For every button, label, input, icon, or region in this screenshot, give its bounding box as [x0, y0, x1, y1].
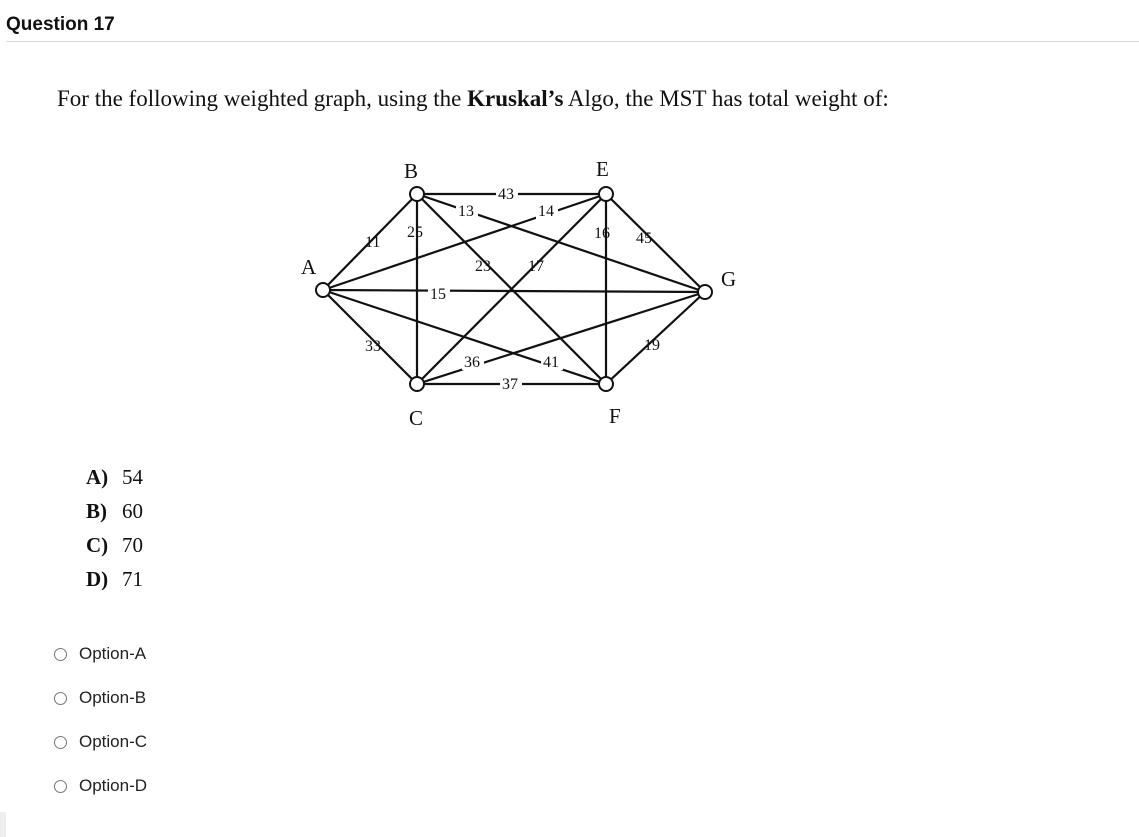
answer-choice [86, 564, 143, 598]
option-label[interactable]: Option-A [79, 644, 147, 663]
node-g [698, 285, 712, 299]
radio-button[interactable] [54, 736, 67, 749]
node-label-g: G [721, 267, 737, 291]
option-label[interactable]: Option-B [79, 688, 147, 707]
node-e [599, 187, 613, 201]
node-c [410, 377, 424, 391]
option-label[interactable]: Option-D [79, 776, 148, 795]
answer-letter: A) [86, 465, 109, 489]
edge-weight-label: 17 [528, 258, 544, 275]
answer-letter: D) [86, 567, 109, 591]
option-label[interactable]: Option-C [79, 732, 148, 751]
answer-value: 60 [122, 499, 143, 523]
edge-weight-label: 14 [538, 203, 554, 220]
question-text [57, 86, 889, 112]
node-label-e: E [596, 157, 609, 181]
radio-button[interactable] [54, 692, 67, 705]
node-label-b: B [404, 159, 419, 183]
edge-weight-label: 43 [498, 186, 514, 203]
answer-value: 71 [122, 567, 143, 591]
option-b[interactable] [54, 676, 147, 720]
edge-weight-label: 15 [430, 286, 446, 303]
radio-button[interactable] [54, 648, 67, 661]
edge-weight-label: 33 [365, 338, 381, 355]
weighted-graph [290, 150, 750, 440]
option-radio-group [54, 632, 147, 808]
node-label-a: A [301, 255, 317, 279]
edge-weight-label: 37 [502, 376, 518, 393]
edge-weight-label: 36 [464, 354, 480, 371]
answer-choice [86, 530, 143, 564]
edge-weight-label: 45 [636, 230, 652, 247]
node-label-f: F [609, 404, 621, 428]
option-c[interactable] [54, 720, 147, 764]
question-text-pre: For the following weighted graph, using the [57, 86, 468, 111]
node-f [599, 377, 613, 391]
edge-weight-label: 13 [458, 203, 474, 220]
edge-weight-label: 19 [644, 337, 660, 354]
option-a[interactable] [54, 632, 147, 676]
option-d[interactable] [54, 764, 147, 808]
answer-choice [86, 496, 143, 530]
answer-choices [86, 462, 143, 598]
answer-choice [86, 462, 143, 496]
edge-e-g [606, 194, 705, 292]
window-edge [0, 812, 6, 837]
edge-a-c [323, 290, 417, 384]
answer-letter: B) [86, 499, 107, 523]
edge-weight-label: 11 [365, 234, 381, 251]
edge-weight-label: 23 [475, 258, 491, 275]
edge-weight-label: 41 [543, 354, 559, 371]
node-a [316, 283, 330, 297]
node-label-c: C [409, 406, 424, 430]
node-b [410, 187, 424, 201]
edge-weight-label: 25 [407, 224, 423, 241]
question-title: Question 17 [6, 14, 1139, 42]
question-text-bold: Kruskal’s [467, 86, 564, 111]
answer-value: 70 [122, 533, 143, 557]
question-text-post: Algo, the MST has total weight of: [563, 86, 889, 111]
answer-value: 54 [122, 465, 143, 489]
radio-button[interactable] [54, 780, 67, 793]
answer-letter: C) [86, 533, 109, 557]
edge-weight-label: 16 [594, 225, 610, 242]
